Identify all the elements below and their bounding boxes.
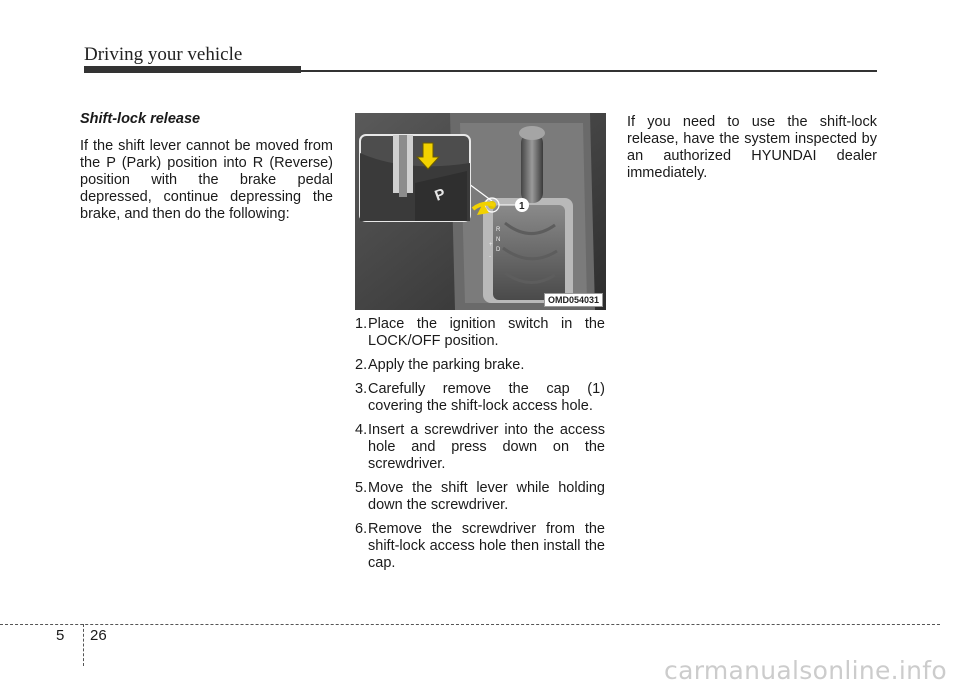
gate-letter: D (496, 247, 501, 253)
step-number: 4. (355, 422, 368, 438)
intro-paragraph: If the shift lever cannot be moved from the P (Park) position into R (Reverse) position with the brake pedal depressed, continue depressing the brake, and then do the following: (80, 138, 333, 222)
footer-divider (83, 624, 84, 666)
step-text: Remove the screwdriver from the shift-lock access hole then install the cap. (368, 521, 605, 571)
step-number: 1. (355, 316, 368, 332)
gate-letter: N (496, 237, 501, 243)
dealer-note-paragraph: If you need to use the shift-lock release, have the system inspected by an authorized HYUNDAI dealer immediately. (627, 114, 877, 181)
step-text: Carefully remove the cap (1) covering the shift-lock access hole. (368, 381, 605, 414)
list-item (355, 480, 605, 514)
shift-lever-illustration (355, 113, 606, 310)
chapter-number: 5 (56, 627, 65, 644)
step-text: Move the shift lever while holding down the screwdriver. (368, 480, 605, 513)
shift-lever-drawing (355, 113, 606, 310)
right-column (627, 114, 877, 182)
steps-list (355, 316, 605, 572)
list-item (355, 422, 605, 473)
section-heading: Shift-lock release (80, 111, 201, 127)
figure-code: OMD054031 (544, 293, 603, 307)
step-text: Insert a screwdriver into the access hole and press down on the screwdriver. (368, 422, 605, 472)
gate-letter: R (496, 227, 501, 233)
page-header-title: Driving your vehicle (84, 44, 243, 65)
gate-letter: + (489, 242, 493, 248)
step-number: 3. (355, 381, 368, 397)
step-text: Apply the parking brake. (368, 357, 525, 373)
list-item (355, 381, 605, 415)
footer-rule (0, 624, 940, 625)
list-item (355, 357, 605, 374)
steps-column (355, 316, 605, 579)
list-item (355, 521, 605, 572)
list-item (355, 316, 605, 350)
left-column (80, 111, 333, 223)
step-number: 2. (355, 357, 368, 373)
callout-number: 1 (519, 201, 525, 212)
step-number: 6. (355, 521, 368, 537)
inset-p-label: P (432, 185, 448, 205)
watermark: carmanualsonline.info (664, 656, 947, 685)
step-number: 5. (355, 480, 368, 496)
gate-letter: - (489, 254, 491, 260)
step-text: Place the ignition switch in the LOCK/OFF position. (368, 316, 605, 349)
header-accent-bar (84, 66, 301, 73)
page-number: 26 (90, 627, 107, 644)
